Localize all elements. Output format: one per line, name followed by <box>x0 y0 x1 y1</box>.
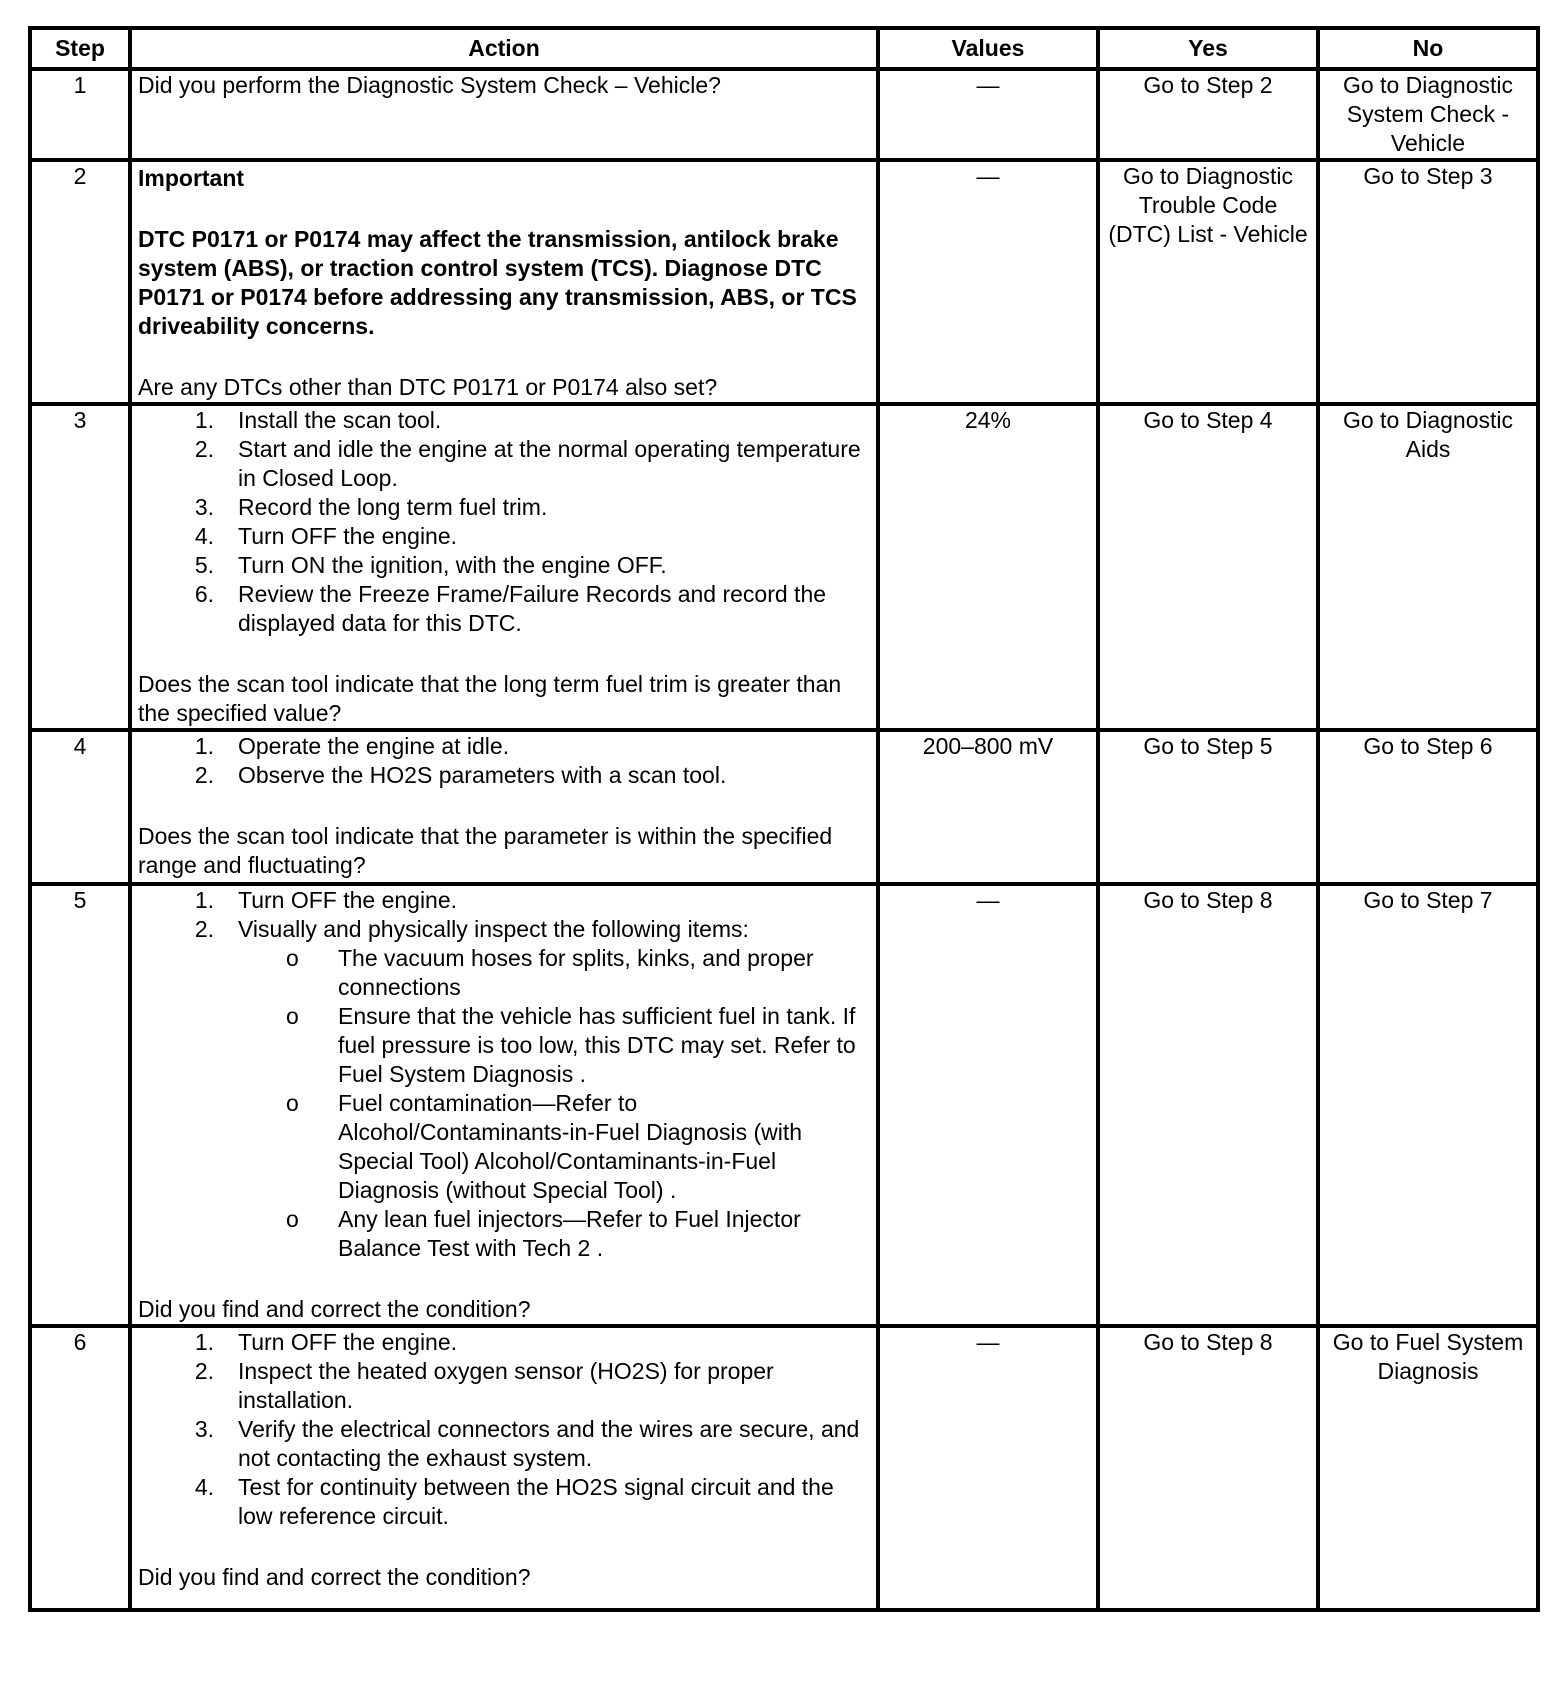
sub-item-text: Fuel contamination—Refer to Alcohol/Contaminants-in-Fuel Diagnosis (with Special Tool) Alcohol/Contaminants-in-Fuel Diagnosis (without Special Tool) . <box>338 1090 803 1203</box>
bullet-marker: o <box>286 945 299 971</box>
diagnostic-table <box>28 26 1540 1612</box>
action-cell <box>130 160 878 404</box>
step-number: 2 <box>30 160 130 404</box>
no-cell: Go to Diagnostic System Check - Vehicle <box>1318 69 1538 160</box>
step-number: 5 <box>30 884 130 1326</box>
item-number: 4. <box>194 523 214 549</box>
item-text: Turn ON the ignition, with the engine OFF. <box>238 552 667 578</box>
procedure-list <box>138 732 870 790</box>
item-number: 2. <box>194 436 214 462</box>
header-row <box>30 28 1538 69</box>
action-cell <box>130 404 878 730</box>
action-question: Are any DTCs other than DTC P0171 or P0174 also set? <box>138 374 718 400</box>
item-text: Review the Freeze Frame/Failure Records and record the displayed data for this DTC. <box>238 581 827 636</box>
sub-item <box>286 944 870 1002</box>
item-number: 3. <box>194 494 214 520</box>
yes-cell: Go to Step 8 <box>1098 1326 1318 1610</box>
header-no: No <box>1318 28 1538 69</box>
list-item <box>138 522 870 551</box>
bullet-marker: o <box>286 1206 299 1232</box>
action-question: Did you perform the Diagnostic System Check – Vehicle? <box>138 72 721 98</box>
value-cell: — <box>878 69 1098 160</box>
list-item <box>138 580 870 638</box>
yes-cell: Go to Step 8 <box>1098 884 1318 1326</box>
list-item <box>138 435 870 493</box>
item-number: 2. <box>194 1358 214 1384</box>
item-number: 1. <box>194 887 214 913</box>
table-row <box>30 160 1538 404</box>
sub-item <box>286 1205 870 1263</box>
step-number: 6 <box>30 1326 130 1610</box>
inspection-sublist <box>238 944 870 1263</box>
no-cell: Go to Diagnostic Aids <box>1318 404 1538 730</box>
yes-cell: Go to Diagnostic Trouble Code (DTC) List - Vehicle <box>1098 160 1318 404</box>
step-number: 3 <box>30 404 130 730</box>
list-item <box>138 915 870 1263</box>
action-question: Does the scan tool indicate that the parameter is within the specified range and fluctuating? <box>138 823 833 878</box>
item-text: Turn OFF the engine. <box>238 887 458 913</box>
header-values: Values <box>878 28 1098 69</box>
sub-item <box>286 1002 870 1089</box>
header-step: Step <box>30 28 130 69</box>
sub-item-text: Ensure that the vehicle has sufficient fuel in tank. If fuel pressure is too low, this DTC may set. Refer to Fuel System Diagnosis . <box>338 1003 856 1087</box>
list-item <box>138 761 870 790</box>
item-text: Turn OFF the engine. <box>238 523 458 549</box>
header-yes: Yes <box>1098 28 1318 69</box>
yes-cell: Go to Step 4 <box>1098 404 1318 730</box>
item-text: Install the scan tool. <box>238 407 442 433</box>
value-cell: — <box>878 160 1098 404</box>
important-text: DTC P0171 or P0174 may affect the transmission, antilock brake system (ABS), or traction control system (TCS). Diagnose DTC P0171 or P0174 before addressing any transmission, ABS, or TCS driveability concerns. <box>138 226 857 339</box>
item-text: Visually and physically inspect the following items: <box>238 916 749 942</box>
no-cell: Go to Step 7 <box>1318 884 1538 1326</box>
item-text: Record the long term fuel trim. <box>238 494 548 520</box>
item-number: 2. <box>194 762 214 788</box>
sub-item <box>286 1089 870 1205</box>
header-action: Action <box>130 28 878 69</box>
item-text: Start and idle the engine at the normal operating temperature in Closed Loop. <box>238 436 861 491</box>
sub-item-text: Any lean fuel injectors—Refer to Fuel Injector Balance Test with Tech 2 . <box>338 1206 801 1261</box>
list-item <box>138 493 870 522</box>
action-question: Did you find and correct the condition? <box>138 1296 531 1322</box>
item-number: 3. <box>194 1416 214 1442</box>
table-row <box>30 730 1538 884</box>
item-text: Test for continuity between the HO2S signal circuit and the low reference circuit. <box>238 1474 834 1529</box>
sub-item-text: The vacuum hoses for splits, kinks, and proper connections <box>338 945 814 1000</box>
item-number: 5. <box>194 552 214 578</box>
yes-cell: Go to Step 2 <box>1098 69 1318 160</box>
item-text: Inspect the heated oxygen sensor (HO2S) for proper installation. <box>238 1358 774 1413</box>
yes-cell: Go to Step 5 <box>1098 730 1318 884</box>
list-item <box>138 886 870 915</box>
action-cell <box>130 69 878 160</box>
item-text: Verify the electrical connectors and the wires are secure, and not contacting the exhaust system. <box>238 1416 860 1471</box>
value-cell: 24% <box>878 404 1098 730</box>
table-row <box>30 404 1538 730</box>
item-number: 1. <box>194 1329 214 1355</box>
table-row <box>30 884 1538 1326</box>
item-number: 4. <box>194 1474 214 1500</box>
step-number: 1 <box>30 69 130 160</box>
procedure-list <box>138 406 870 638</box>
item-number: 1. <box>194 407 214 433</box>
procedure-list <box>138 886 870 1263</box>
important-label: Important <box>138 165 245 191</box>
list-item <box>138 1415 870 1473</box>
list-item <box>138 406 870 435</box>
no-cell: Go to Step 3 <box>1318 160 1538 404</box>
no-cell: Go to Fuel System Diagnosis <box>1318 1326 1538 1610</box>
list-item <box>138 551 870 580</box>
no-cell: Go to Step 6 <box>1318 730 1538 884</box>
list-item <box>138 1328 870 1357</box>
step-number: 4 <box>30 730 130 884</box>
item-text: Turn OFF the engine. <box>238 1329 458 1355</box>
list-item <box>138 1473 870 1531</box>
action-question: Does the scan tool indicate that the long term fuel trim is greater than the specified value? <box>138 671 842 726</box>
list-item <box>138 732 870 761</box>
value-cell: — <box>878 884 1098 1326</box>
item-number: 1. <box>194 733 214 759</box>
table-row <box>30 69 1538 160</box>
value-cell: — <box>878 1326 1098 1610</box>
action-cell <box>130 1326 878 1610</box>
item-number: 6. <box>194 581 214 607</box>
item-number: 2. <box>194 916 214 942</box>
item-text: Observe the HO2S parameters with a scan tool. <box>238 762 727 788</box>
bullet-marker: o <box>286 1003 299 1029</box>
list-item <box>138 1357 870 1415</box>
item-text: Operate the engine at idle. <box>238 733 510 759</box>
bullet-marker: o <box>286 1090 299 1116</box>
value-cell: 200–800 mV <box>878 730 1098 884</box>
procedure-list <box>138 1328 870 1531</box>
table-row <box>30 1326 1538 1610</box>
action-cell <box>130 884 878 1326</box>
action-cell <box>130 730 878 884</box>
action-question: Did you find and correct the condition? <box>138 1564 531 1590</box>
